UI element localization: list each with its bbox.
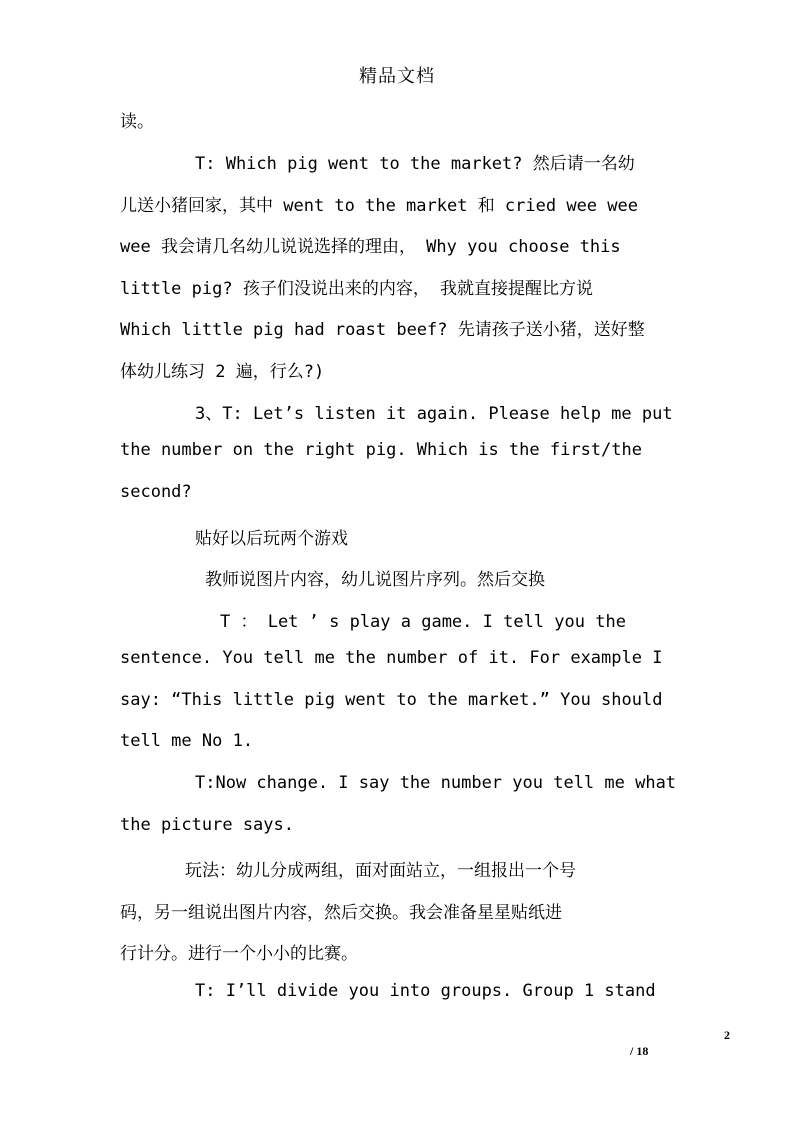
text-line-7: 体幼儿练习 2 遍，行么?) (120, 362, 325, 382)
page-number: 2 (724, 1028, 730, 1042)
text-line-6: Which little pig had roast beef? 先请孩子送小猪，送好整 (120, 320, 645, 340)
text-line-13: T ： Let ’ s play a game. I tell you the (220, 612, 626, 632)
text-line-16: tell me No 1. (120, 731, 254, 751)
page-total: / 18 (630, 1044, 649, 1058)
text-line-11: 贴好以后玩两个游戏 (195, 529, 348, 549)
text-line-19: 玩法：幼儿分成两组，面对面站立，一组报出一个号 (185, 861, 576, 881)
text-line-12: 教师说图片内容，幼儿说图片序列。然后交换 (205, 570, 545, 590)
text-line-15: say: “This little pig went to the market.” You should (120, 690, 663, 710)
text-line-1: 读。 (120, 112, 154, 132)
text-line-22: T: I’ll divide you into groups. Group 1 stand (195, 981, 656, 1001)
page-header-title: 精品文档 (359, 66, 435, 87)
text-line-3: 儿送小猪回家，其中 went to the market 和 cried wee wee (120, 196, 638, 216)
text-line-9: the number on the right pig. Which is the first/the (120, 440, 642, 460)
text-line-20: 码，另一组说出图片内容，然后交换。我会准备星星贴纸进 (120, 903, 562, 923)
text-line-17: T:Now change. I say the number you tell me what (195, 773, 677, 793)
text-line-4: wee 我会请几名幼儿说说选择的理由， Why you choose this (120, 237, 621, 257)
text-line-10: second? (120, 482, 192, 502)
text-line-21: 行计分。进行一个小小的比赛。 (120, 944, 358, 964)
text-line-5: little pig? 孩子们没说出来的内容， 我就直接提醒比方说 (120, 279, 594, 299)
text-line-18: the picture says. (120, 815, 294, 835)
text-line-14: sentence. You tell me the number of it. For example I (120, 648, 663, 668)
text-line-2: T: Which pig went to the market? 然后请一名幼 (195, 154, 635, 174)
text-line-8: 3、T: Let’s listen it again. Please help me put (195, 404, 673, 424)
